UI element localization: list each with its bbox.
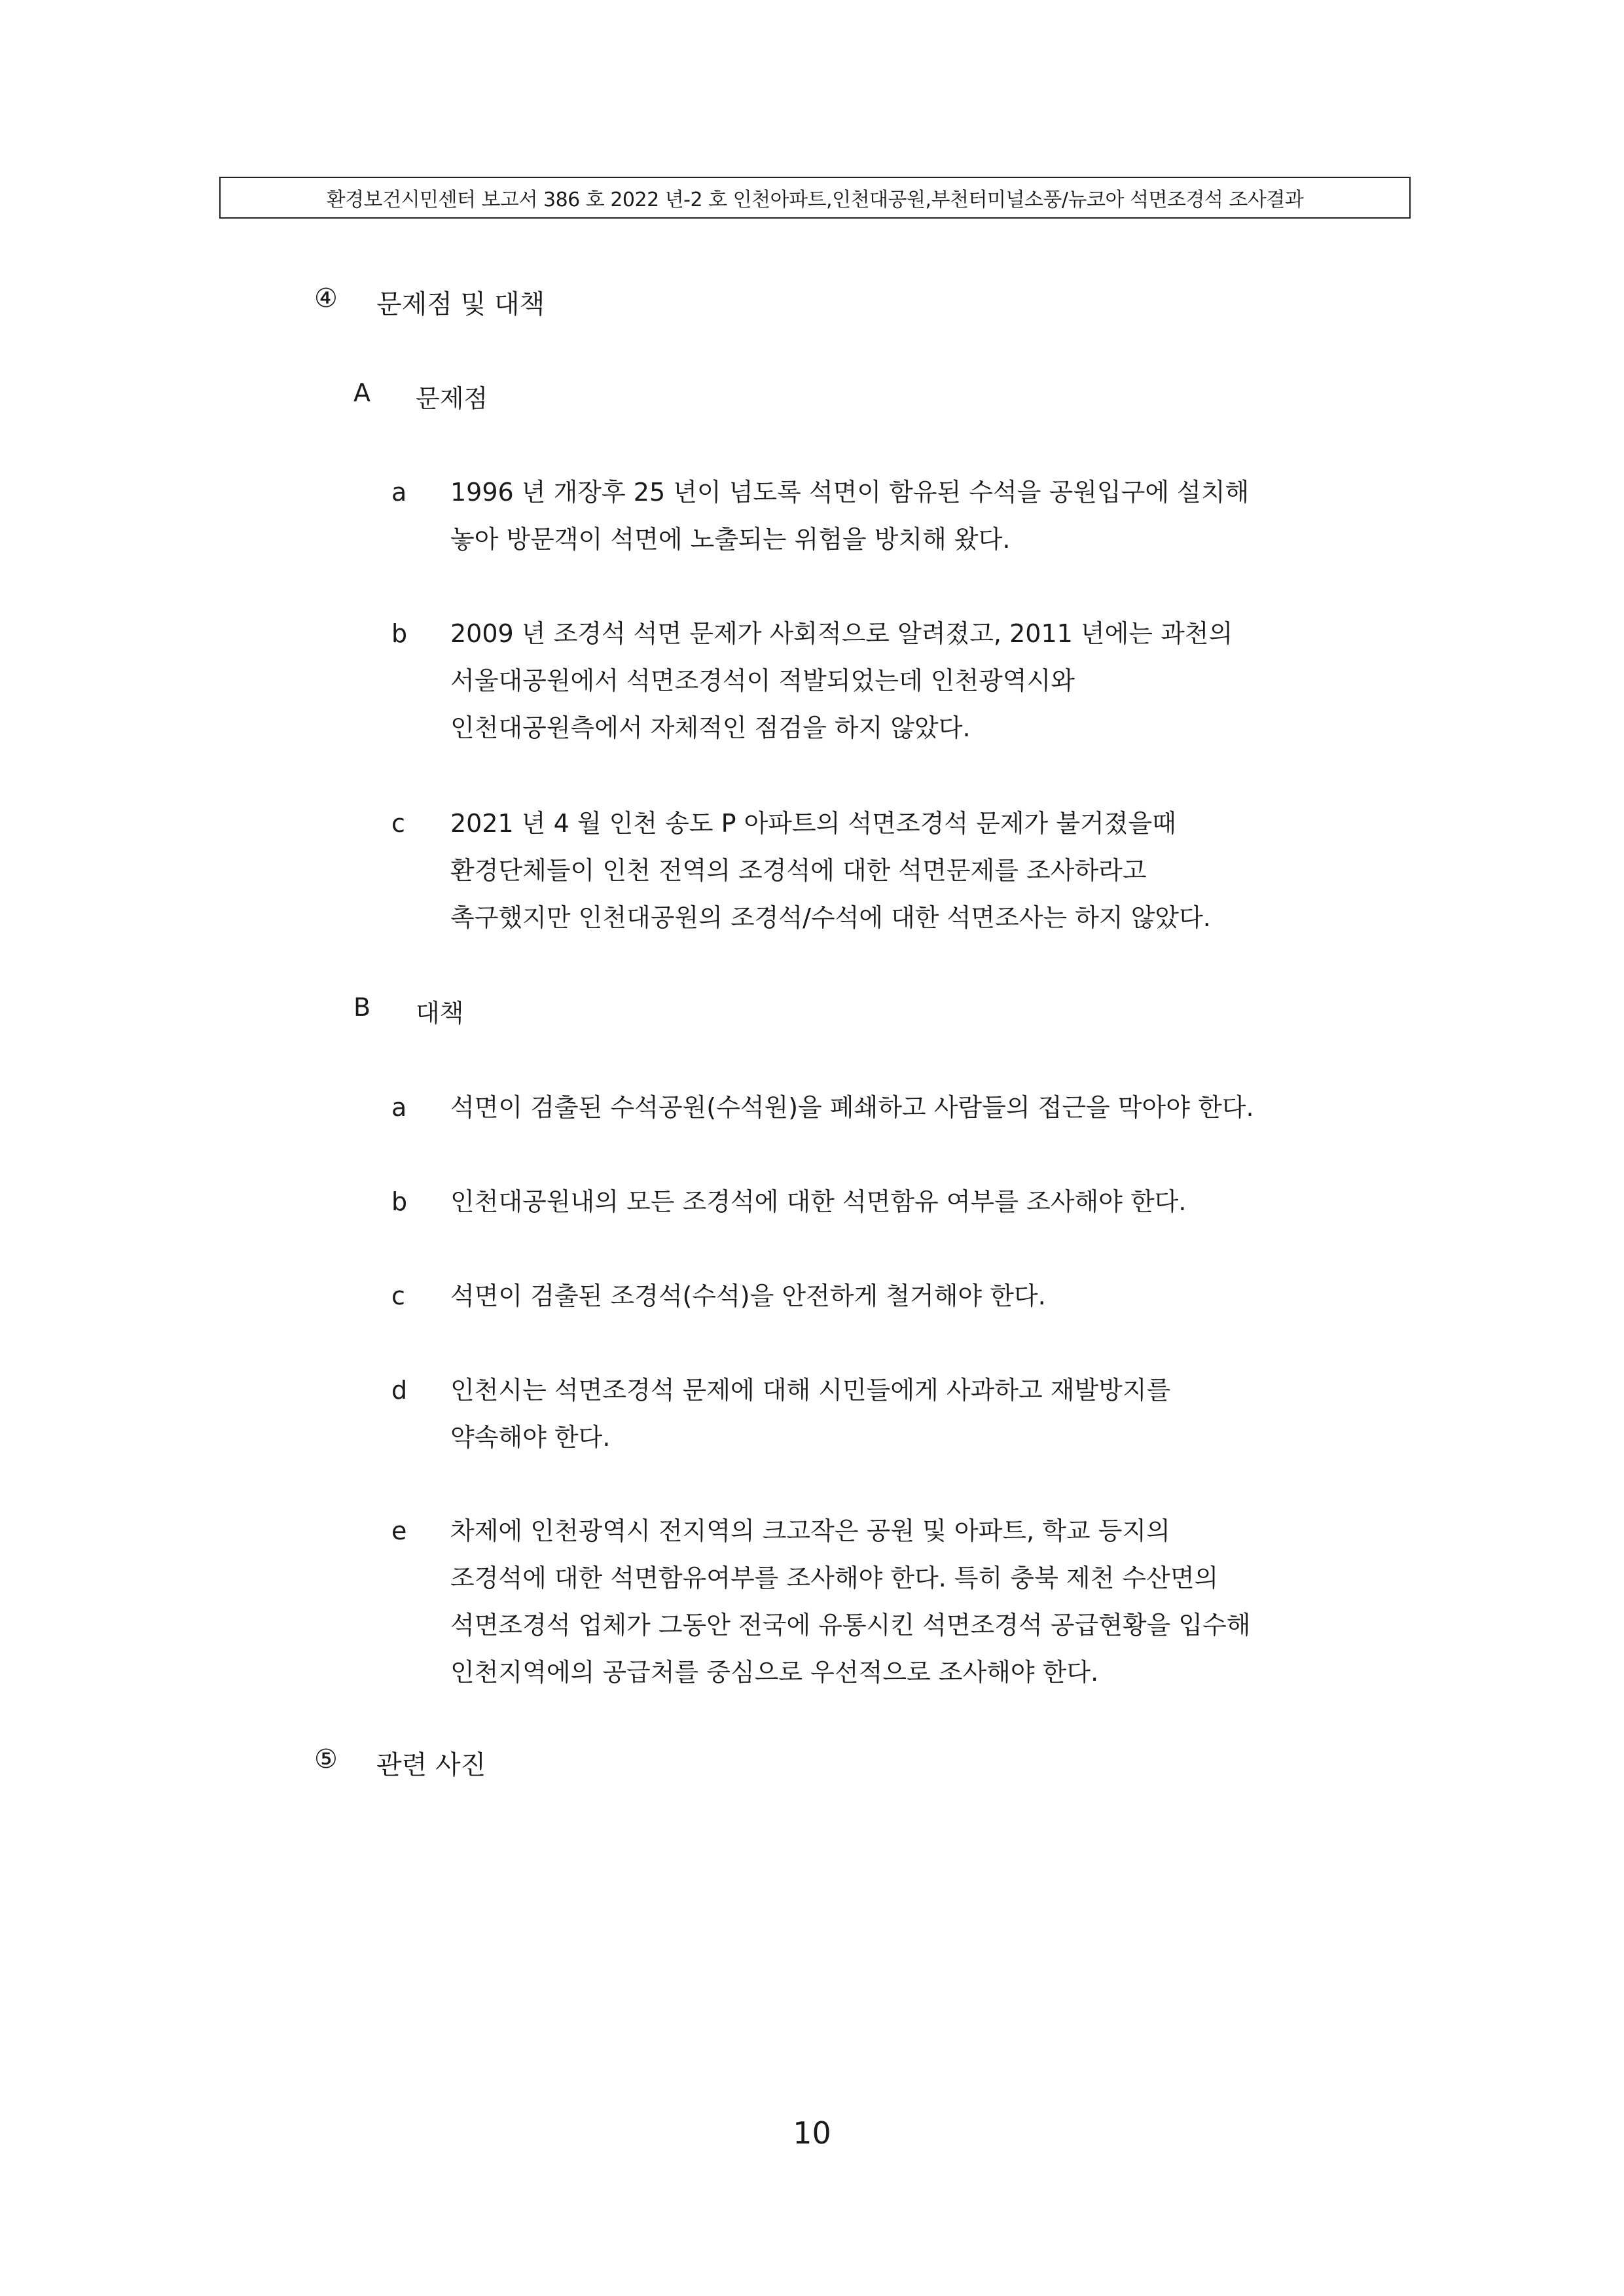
part-marker: A (353, 378, 370, 407)
item-line: 인천대공원측에서 자체적인 점검을 하지 않았다. (450, 713, 971, 742)
item-marker: d (391, 1376, 408, 1405)
item-marker: a (391, 478, 407, 507)
item-line: 인천지역에의 공급처를 중심으로 우선적으로 조사해야 한다. (450, 1658, 1099, 1687)
item-line: 촉구했지만 인천대공원의 조경석/수석에 대한 석면조사는 하지 않았다. (450, 903, 1211, 932)
item-line: 석면조경석 업체가 그동안 전국에 유통시킨 석면조경석 공급현황을 입수해 (450, 1611, 1251, 1640)
item-line: 환경단체들이 인천 전역의 조경석에 대한 석면문제를 조사하라고 (450, 856, 1147, 885)
item-marker: c (391, 1282, 405, 1310)
item-line: 차제에 인천광역시 전지역의 크고작은 공원 및 아파트, 학교 등지의 (450, 1516, 1170, 1545)
item-marker: e (391, 1516, 407, 1545)
item-marker: c (391, 809, 405, 838)
section-title: 관련 사진 (376, 1750, 486, 1780)
item-line: 2021 년 4 월 인천 송도 P 아파트의 석면조경석 문제가 불거졌을때 (450, 809, 1176, 838)
item-line: 1996 년 개장후 25 년이 넘도록 석면이 함유된 수석을 공원입구에 설치해 (450, 478, 1250, 507)
section-title: 문제점 및 대책 (376, 289, 545, 319)
section-marker: ④ (314, 283, 338, 314)
page-number: 10 (793, 2115, 831, 2151)
report-header: 환경보건시민센터 보고서 386 호 2022 년-2 호 인천아파트,인천대공원,부천터미널소풍/뉴코아 석면조경석 조사결과 (219, 177, 1411, 219)
item-line: 석면이 검출된 수석공원(수석원)을 폐쇄하고 사람들의 접근을 막아야 한다. (450, 1093, 1254, 1122)
item-line: 인천시는 석면조경석 문제에 대해 시민들에게 사과하고 재발방지를 (450, 1376, 1171, 1405)
item-marker: b (391, 1187, 408, 1216)
item-line: 서울대공원에서 석면조경석이 적발되었는데 인천광역시와 (450, 666, 1075, 695)
item-line: 2009 년 조경석 석면 문제가 사회적으로 알려졌고, 2011 년에는 과천의 (450, 619, 1233, 648)
item-marker: a (391, 1093, 407, 1122)
part-marker: B (353, 993, 371, 1022)
item-line: 석면이 검출된 조경석(수석)을 안전하게 철거해야 한다. (450, 1282, 1046, 1310)
section-marker: ⑤ (314, 1744, 338, 1774)
item-line: 인천대공원내의 모든 조경석에 대한 석면함유 여부를 조사해야 한다. (450, 1187, 1187, 1216)
item-marker: b (391, 619, 408, 648)
item-line: 놓아 방문객이 석면에 노출되는 위험을 방치해 왔다. (450, 525, 1011, 554)
part-title: 문제점 (416, 384, 488, 413)
item-line: 조경석에 대한 석면함유여부를 조사해야 한다. 특히 충북 제천 수산면의 (450, 1564, 1219, 1592)
item-line: 약속해야 한다. (450, 1423, 611, 1452)
part-title: 대책 (416, 999, 464, 1028)
